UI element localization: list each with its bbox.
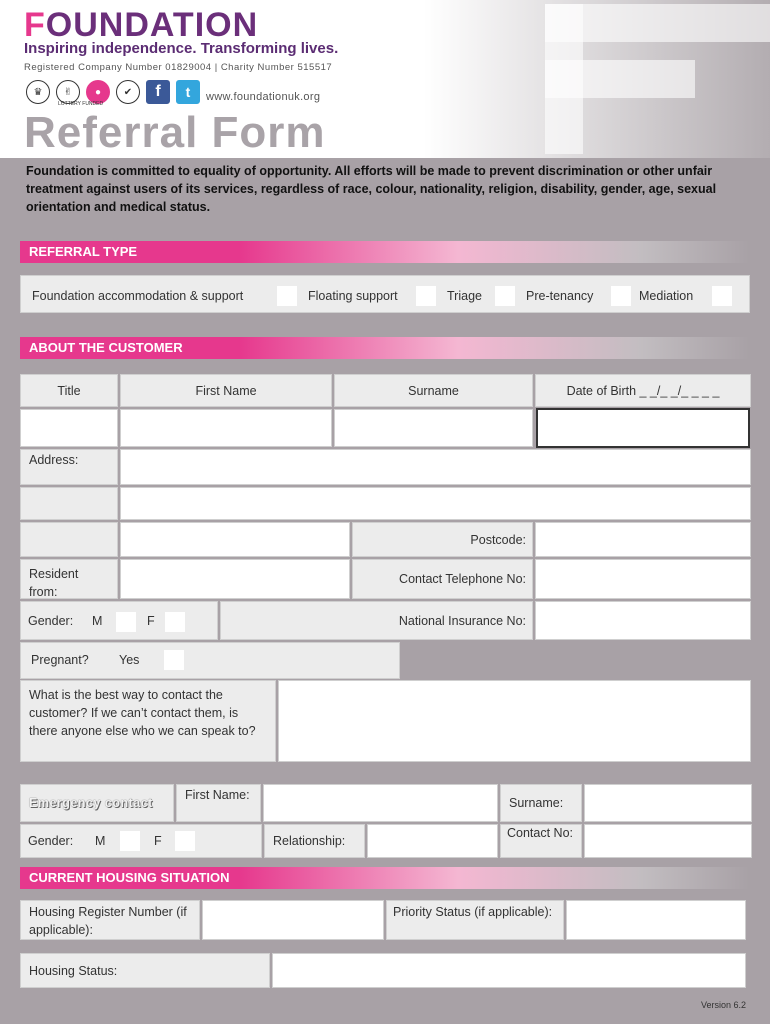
registration-numbers: Registered Company Number 01829004 | Charity Number 515517 [24, 62, 333, 73]
date-of-birth-label: Date of Birth _ _/_ _/_ _ _ _ [535, 374, 751, 407]
referral-option-label: Floating support [308, 289, 398, 303]
postcode-input[interactable] [535, 522, 751, 557]
checkbox-triage[interactable] [495, 286, 515, 306]
title-input[interactable] [20, 409, 118, 447]
checkbox-emergency-gender-female[interactable] [175, 831, 195, 851]
title-label: Title [20, 374, 118, 407]
address-label-spacer [20, 487, 118, 520]
first-name-input[interactable] [120, 409, 332, 447]
gender-f-label: F [147, 614, 155, 628]
quality-mark-logo-icon: ✔ [116, 80, 140, 104]
checkbox-pre-tenancy[interactable] [611, 286, 631, 306]
checkbox-emergency-gender-male[interactable] [120, 831, 140, 851]
national-insurance-input[interactable] [535, 601, 751, 640]
version-number: Version 6.2 [700, 1000, 746, 1010]
tagline: Inspiring independence. Transforming lives. [24, 40, 339, 57]
checkbox-floating-support[interactable] [416, 286, 436, 306]
emergency-contact-no-input[interactable] [584, 824, 752, 858]
section-heading-referral-type: REFERRAL TYPE [20, 241, 750, 263]
investors-in-people-logo-icon: ♛ [26, 80, 50, 104]
emergency-contact-no-label: Contact No: [500, 824, 582, 858]
address-line-3-input[interactable] [120, 522, 350, 557]
priority-status-label: Priority Status (if applicable): [386, 900, 564, 940]
contact-method-question: What is the best way to contact the customer? If we can’t contact them, is there anyone else who we can speak to? [20, 680, 276, 762]
emergency-surname-input[interactable] [584, 784, 752, 822]
address-line-2-input[interactable] [120, 487, 751, 520]
postcode-label: Postcode: [352, 522, 533, 557]
decorative-f-bar-middle [545, 60, 695, 98]
checkbox-mediation[interactable] [712, 286, 732, 306]
priority-status-input[interactable] [566, 900, 746, 940]
section-heading-housing: CURRENT HOUSING SITUATION [20, 867, 750, 889]
pregnant-label: Pregnant? [31, 653, 89, 667]
checkbox-gender-male[interactable] [116, 612, 136, 632]
housing-register-input[interactable] [202, 900, 384, 940]
national-insurance-label: National Insurance No: [220, 601, 533, 640]
date-of-birth-input[interactable] [536, 408, 750, 448]
resident-from-label: Resident from: [20, 559, 118, 599]
address-line-1-input[interactable] [120, 449, 751, 485]
emergency-gender-f-label: F [154, 834, 162, 848]
checkbox-foundation-accommodation[interactable] [277, 286, 297, 306]
checkbox-pregnant-yes[interactable] [164, 650, 184, 670]
referral-option-label: Foundation accommodation & support [32, 289, 244, 303]
emergency-first-name-input[interactable] [263, 784, 498, 822]
lottery-funded-logo-icon: ✌ [56, 80, 80, 104]
contact-method-input[interactable] [278, 680, 751, 762]
facebook-icon[interactable]: f [146, 80, 170, 104]
referral-option-label: Mediation [639, 289, 694, 303]
housing-status-input[interactable] [272, 953, 746, 988]
pink-badge-logo-icon: ● [86, 80, 110, 104]
referral-option-label: Pre-tenancy [526, 289, 594, 303]
website-link[interactable]: www.foundationuk.org [206, 91, 321, 103]
equality-statement: Foundation is committed to equality of opportunity. All efforts will be made to prevent discrimination or other unfair treatment against users of its services, regardless of race, colour, nationality, religion, disability, gender, age, sexual orientation and medical status. [26, 164, 717, 214]
housing-register-label: Housing Register Number (if applicable): [20, 900, 200, 940]
twitter-icon[interactable]: t [176, 80, 200, 104]
gender-m-label: M [92, 614, 103, 628]
emergency-contact-label [20, 784, 174, 822]
housing-status-label: Housing Status: [20, 953, 270, 988]
emergency-surname-label: Surname: [500, 784, 582, 822]
section-heading-about-customer: ABOUT THE CUSTOMER [20, 337, 750, 359]
emergency-contact-text: Emergency contact [29, 796, 153, 810]
checkbox-gender-female[interactable] [165, 612, 185, 632]
lottery-funded-caption: LOTTERY FUNDED [58, 101, 104, 107]
resident-from-input[interactable] [120, 559, 350, 599]
contact-telephone-input[interactable] [535, 559, 751, 599]
pregnant-yes-label: Yes [119, 653, 140, 667]
surname-label: Surname [334, 374, 533, 407]
first-name-label: First Name [120, 374, 332, 407]
contact-telephone-label: Contact Telephone No: [352, 559, 533, 599]
gender-label: Gender: [28, 614, 74, 628]
address-label: Address: [20, 449, 118, 485]
relationship-label: Relationship: [264, 824, 365, 858]
relationship-input[interactable] [367, 824, 498, 858]
address-label-spacer [20, 522, 118, 557]
emergency-gender-label: Gender: [28, 834, 74, 848]
emergency-gender-m-label: M [95, 834, 106, 848]
referral-option-label: Triage [447, 289, 482, 303]
emergency-first-name-label: First Name: [176, 784, 261, 822]
form-title: Referral Form [24, 108, 326, 157]
accreditation-logos [26, 78, 206, 106]
surname-input[interactable] [334, 409, 533, 447]
brand-logo: FOUNDATION [24, 6, 259, 44]
